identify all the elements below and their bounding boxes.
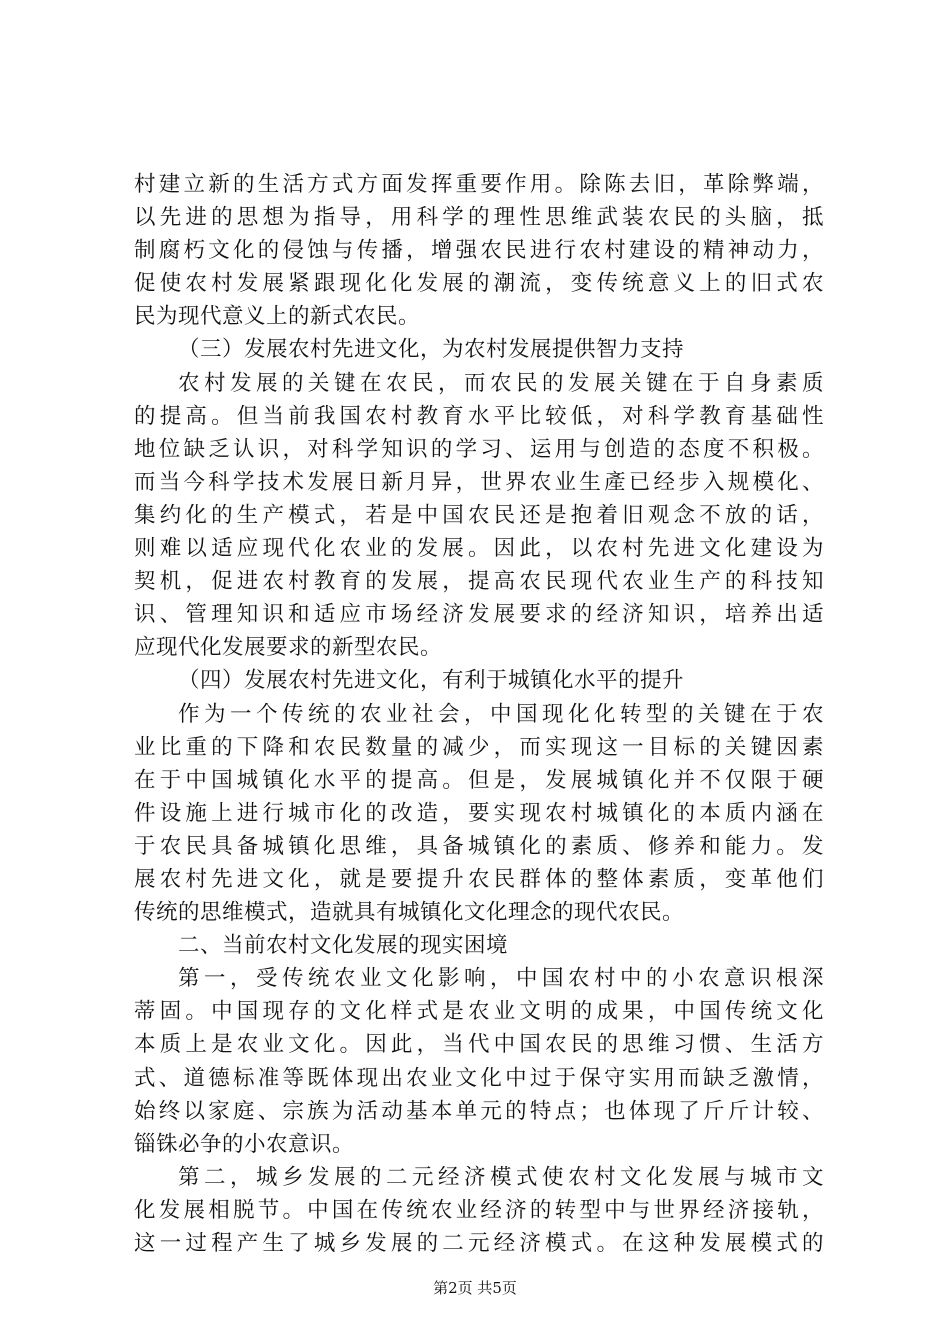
text-line: 本质上是农业文化。因此，当代中国农民的思维习惯、生活方 bbox=[134, 1032, 824, 1058]
text-line: （四）发展农村先进文化，有利于城镇化水平的提升 bbox=[178, 668, 685, 694]
text-line: （三）发展农村先进文化，为农村发展提供智力支持 bbox=[178, 337, 685, 363]
text-line: 在于中国城镇化水平的提高。但是，发展城镇化并不仅限于硬 bbox=[134, 767, 824, 793]
text-line: 契机，促进农村教育的发展，提高农民现代农业生产的科技知 bbox=[134, 569, 824, 595]
text-line: 展农村先进文化，就是要提升农民群体的整体素质，变革他们 bbox=[134, 866, 824, 892]
text-line: 业比重的下降和农民数量的减少，而实现这一目标的关键因素 bbox=[134, 734, 824, 760]
text-line: 第二，城乡发展的二元经济模式使农村文化发展与城市文 bbox=[178, 1164, 824, 1190]
text-line: 二、当前农村文化发展的现实困境 bbox=[178, 933, 509, 959]
text-line: 而当今科学技术发展日新月异，世界农业生產已经步入规模化、 bbox=[134, 469, 824, 495]
text-line: 村建立新的生活方式方面发挥重要作用。除陈去旧，革除弊端， bbox=[134, 172, 824, 197]
text-line: 应现代化发展要求的新型农民。 bbox=[134, 635, 443, 661]
document-body bbox=[134, 168, 824, 1260]
text-line: 民为现代意义上的新式农民。 bbox=[134, 304, 421, 330]
text-line: 锱铢必争的小农意识。 bbox=[134, 1131, 355, 1157]
page-footer: 第2页 共5页 bbox=[433, 1279, 517, 1297]
text-line: 则难以适应现代化农业的发展。因此，以农村先进文化建设为 bbox=[134, 536, 824, 562]
text-line: 第一，受传统农业文化影响，中国农村中的小农意识根深 bbox=[178, 966, 824, 992]
text-line: 地位缺乏认识，对科学知识的学习、运用与创造的态度不积极。 bbox=[134, 436, 824, 462]
text-line: 制腐朽文化的侵蚀与传播，增强农民进行农村建设的精神动力， bbox=[134, 238, 824, 264]
text-line: 式、道德标准等既体现出农业文化中过于保守实用而缺乏激情， bbox=[134, 1065, 824, 1091]
text-line: 件设施上进行城市化的改造，要实现农村城镇化的本质内涵在 bbox=[134, 800, 824, 826]
text-line: 始终以家庭、宗族为活动基本单元的特点；也体现了斤斤计较、 bbox=[134, 1098, 824, 1124]
text-line: 于农民具备城镇化思维，具备城镇化的素质、修养和能力。发 bbox=[134, 833, 824, 859]
text-line: 的提高。但当前我国农村教育水平比较低，对科学教育基础性 bbox=[134, 403, 824, 429]
text-line: 作为一个传统的农业社会，中国现化化转型的关键在于农 bbox=[178, 701, 824, 727]
text-line: 蒂固。中国现存的文化样式是农业文明的成果，中国传统文化 bbox=[134, 999, 824, 1025]
text-line: 农村发展的关键在农民，而农民的发展关键在于自身素质 bbox=[178, 370, 824, 396]
text-line: 化发展相脱节。中国在传统农业经济的转型中与世界经济接轨， bbox=[134, 1197, 824, 1223]
text-line: 促使农村发展紧跟现化化发展的潮流，变传统意义上的旧式农 bbox=[134, 271, 824, 297]
text-line: 传统的思维模式，造就具有城镇化文化理念的现代农民。 bbox=[134, 900, 685, 926]
text-line: 识、管理知识和适应市场经济发展要求的经济知识，培养出适 bbox=[134, 602, 824, 628]
text-line: 集约化的生产模式，若是中国农民还是抱着旧观念不放的话， bbox=[134, 502, 824, 528]
text-line: 以先进的思想为指导，用科学的理性思维武装农民的头脑，抵 bbox=[134, 205, 824, 231]
text-line: 这一过程产生了城乡发展的二元经济模式。在这种发展模式的 bbox=[134, 1231, 824, 1256]
